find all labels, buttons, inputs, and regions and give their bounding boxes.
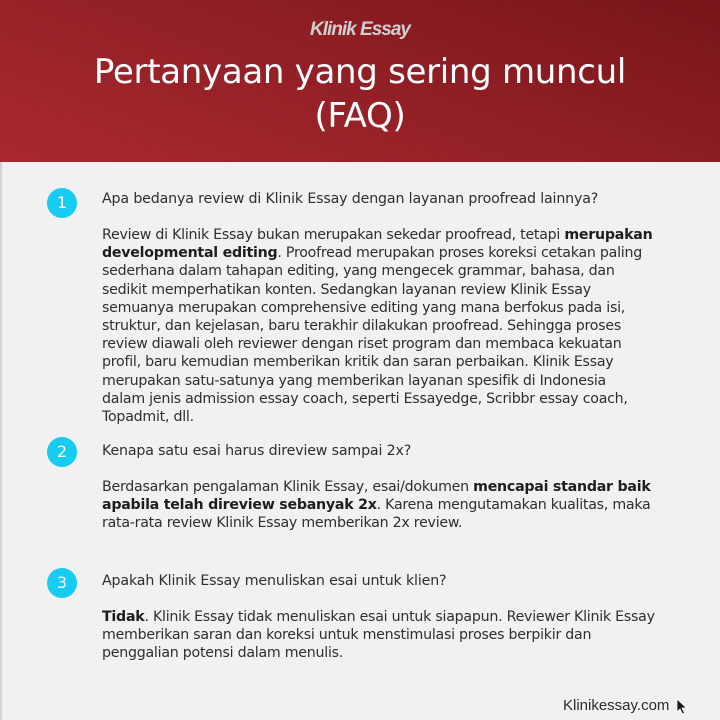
- mouse-cursor-icon: [676, 698, 688, 715]
- answer-emphasis: Tidak: [102, 609, 145, 625]
- number-badge-2: 2: [47, 437, 77, 467]
- answer-emphasis: mencapai standar baik: [473, 479, 651, 495]
- answer-line: developmental editing. Proofread merupakan proses koreksi cetakan paling: [102, 245, 642, 262]
- number-badge-3: 3: [47, 568, 77, 598]
- answer-line: Tidak. Klinik Essay tidak menuliskan esai untuk siapapun. Reviewer Klinik Essay: [102, 609, 655, 625]
- brand-logo: Klinik Essay: [310, 19, 410, 40]
- faq-answer-1: [102, 226, 692, 426]
- answer-line: dalam jenis admission essay coach, seperti Essayedge, Scribbr essay coach,: [102, 390, 628, 407]
- number-badge-1: 1: [47, 188, 77, 218]
- faq-answer-2: [102, 478, 692, 533]
- page-title-line2: (FAQ): [314, 96, 406, 136]
- left-edge-divider: [0, 162, 2, 720]
- answer-line: struktur, dan kejelasan, baru terakhir dilakukan proofread. Sehingga proses: [102, 318, 622, 335]
- page-title: [0, 50, 720, 138]
- answer-line: Berdasarkan pengalaman Klinik Essay, esai/dokumen mencapai standar baik: [102, 479, 651, 495]
- answer-line: penggalian potensi dalam menulis.: [102, 645, 344, 662]
- faq-question-2: Kenapa satu esai harus direview sampai 2x?: [102, 443, 412, 459]
- answer-emphasis: merupakan: [564, 227, 653, 243]
- answer-emphasis: apabila telah direview sebanyak 2x: [102, 497, 377, 514]
- website-link[interactable]: Klinikessay.com: [563, 697, 670, 714]
- answer-line: profil, baru kemudian memberikan kritik dan saran perbaikan. Klinik Essay: [102, 354, 614, 371]
- answer-line: Review di Klinik Essay bukan merupakan sekedar proofread, tetapi merupakan: [102, 227, 653, 243]
- faq-question-3: Apakah Klinik Essay menuliskan esai untuk klien?: [102, 573, 447, 589]
- page-title-line1: Pertanyaan yang sering muncul: [93, 52, 627, 92]
- answer-line: apabila telah direview sebanyak 2x. Karena mengutamakan kualitas, maka: [102, 497, 651, 514]
- faq-question-1: Apa bedanya review di Klinik Essay dengan layanan proofread lainnya?: [102, 191, 599, 207]
- answer-line: Topadmit, dll.: [102, 409, 194, 426]
- answer-line: review diawali oleh reviewer dengan riset program dan membaca kekuatan: [102, 336, 622, 353]
- answer-line: semuanya merupakan comprehensive editing yang mana berfokus pada isi,: [102, 299, 626, 316]
- answer-line: memberikan saran dan koreksi untuk menstimulasi proses berpikir dan: [102, 627, 592, 644]
- answer-line: sederhana dalam tahapan editing, yang mengecek grammar, bahasa, dan: [102, 263, 615, 280]
- answer-line: rata-rata review Klinik Essay memberikan 2x review.: [102, 515, 463, 532]
- header-banner: [0, 0, 720, 162]
- faq-answer-3: [102, 608, 692, 663]
- answer-line: sedikit memperhatikan konten. Sedangkan layanan review Klinik Essay: [102, 281, 591, 298]
- answer-emphasis: developmental editing: [102, 245, 278, 262]
- answer-line: merupakan satu-satunya yang memberikan layanan spesifik di Indonesia: [102, 372, 606, 389]
